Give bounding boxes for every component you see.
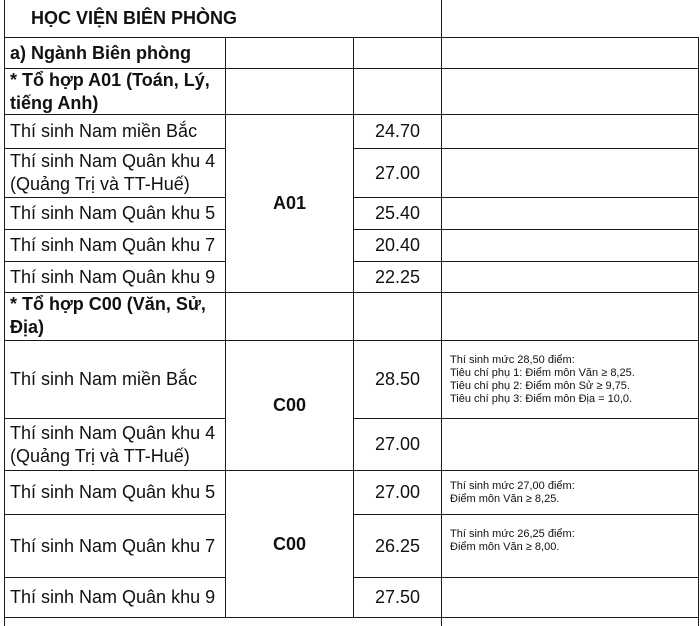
group-header-a01	[5, 69, 226, 115]
group-header-c00	[5, 293, 226, 341]
table-row-score	[354, 198, 442, 230]
section-note-cell	[442, 38, 699, 69]
group-header-c00-text: * Tổ hợp C00 (Văn, Sử, Địa)	[10, 294, 206, 337]
page-title	[5, 0, 442, 38]
score-value: 27.00	[374, 482, 421, 502]
score-value: 28.50	[374, 369, 421, 389]
table-row-candidate	[5, 149, 226, 198]
group-c00-note-blank	[442, 293, 699, 341]
section-code-cell	[226, 38, 354, 69]
note-line: Thí sinh mức 28,50 điểm:	[450, 353, 575, 366]
table-row-candidate	[5, 341, 226, 419]
table-row-note	[442, 230, 699, 262]
score-value: 22.25	[374, 266, 421, 287]
score-value: 27.00	[374, 162, 421, 183]
candidate-label: Thí sinh Nam Quân khu 9	[10, 266, 216, 287]
candidate-label: Thí sinh Nam Quân khu 9	[10, 587, 216, 607]
table-row-candidate	[5, 230, 226, 262]
table-row-candidate	[5, 115, 226, 149]
section-score-cell	[354, 38, 442, 69]
candidate-label: Thí sinh Nam miền Bắc	[10, 121, 198, 141]
group-c00-score-blank	[354, 293, 442, 341]
score-value: 24.70	[374, 121, 421, 141]
title-empty-cell	[442, 0, 699, 38]
group-a01-note-blank	[442, 69, 699, 115]
table-row-note	[442, 198, 699, 230]
note-text	[447, 480, 578, 506]
table-row-score	[354, 419, 442, 471]
note-line: Điểm môn Văn ≥ 8,00.	[450, 541, 560, 553]
note-line: Thí sinh mức 26,25 điểm:	[450, 528, 575, 540]
group-code-c00	[226, 341, 354, 471]
candidate-label: Thí sinh Nam Quân khu 4 (Quảng Trị và TT-Huế)	[10, 151, 216, 194]
note-text	[447, 528, 578, 554]
next-row-cutoff	[5, 618, 442, 626]
note-line: Tiêu chí phụ 1: Điểm môn Văn ≥ 8,25.	[450, 366, 635, 379]
candidate-label: Thí sinh Nam Quân khu 5	[10, 203, 216, 223]
note-text	[447, 354, 638, 406]
candidate-label: Thí sinh Nam Quân khu 4 (Quảng Trị và TT-Huế)	[10, 422, 216, 466]
group-code-a01	[226, 115, 354, 293]
group-code-c00-second-text: C00	[272, 533, 307, 554]
table-row-score	[354, 230, 442, 262]
section-heading	[5, 38, 226, 69]
score-value: 27.50	[374, 587, 421, 607]
table-row-candidate	[5, 515, 226, 578]
table-row-note	[442, 471, 699, 515]
table-row-note	[442, 515, 699, 578]
score-value: 26.25	[374, 535, 421, 556]
group-c00-code-blank	[226, 293, 354, 341]
title-text: HỌC VIỆN BIÊN PHÒNG	[31, 8, 238, 28]
table-row-score	[354, 578, 442, 618]
candidate-label: Thí sinh Nam Quân khu 7	[10, 535, 216, 556]
group-header-a01-text: * Tổ hợp A01 (Toán, Lý, tiếng Anh)	[10, 70, 210, 113]
table-row-candidate	[5, 471, 226, 515]
table-row-candidate	[5, 419, 226, 471]
candidate-label: Thí sinh Nam Quân khu 7	[10, 235, 216, 255]
note-line: Tiêu chí phụ 2: Điểm môn Sử ≥ 9,75.	[450, 379, 630, 392]
candidate-label: Thí sinh Nam Quân khu 5	[10, 482, 216, 502]
table-row-candidate	[5, 198, 226, 230]
next-row-note-cutoff	[442, 618, 699, 626]
table-row-score	[354, 115, 442, 149]
table-row-score	[354, 149, 442, 198]
score-value: 27.00	[374, 434, 421, 454]
table-row-score	[354, 341, 442, 419]
note-line: Tiêu chí phụ 3: Điểm môn Địa = 10,0.	[450, 392, 633, 405]
table-row-score	[354, 515, 442, 578]
table-row-note	[442, 578, 699, 618]
score-value: 20.40	[374, 235, 421, 255]
table-row-note	[442, 149, 699, 198]
table-row-candidate	[5, 578, 226, 618]
table-row-note	[442, 341, 699, 419]
group-a01-code-blank	[226, 69, 354, 115]
table-row-candidate	[5, 262, 226, 293]
group-code-a01-text: A01	[272, 193, 307, 213]
candidate-label: Thí sinh Nam miền Bắc	[10, 369, 198, 389]
table-row-score	[354, 471, 442, 515]
table-row-note	[442, 262, 699, 293]
group-a01-score-blank	[354, 69, 442, 115]
table-row-note	[442, 419, 699, 471]
note-line: Thí sinh mức 27,00 điểm:	[450, 479, 575, 492]
table-row-note	[442, 115, 699, 149]
group-code-c00-second	[226, 471, 354, 618]
section-heading-text: a) Ngành Biên phòng	[10, 42, 191, 63]
group-code-c00-text: C00	[272, 395, 307, 415]
table-row-score	[354, 262, 442, 293]
note-line: Điểm môn Văn ≥ 8,25.	[450, 492, 560, 505]
score-value: 25.40	[374, 203, 421, 223]
